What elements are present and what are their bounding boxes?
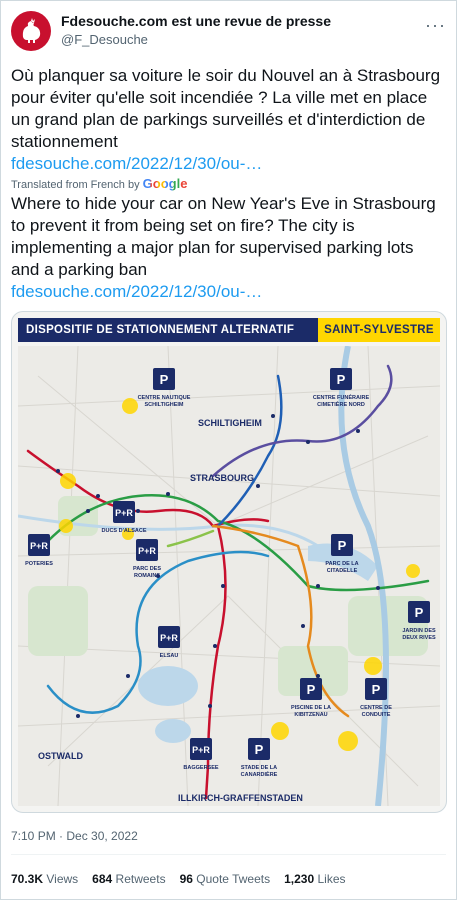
likes-label: Likes (317, 872, 346, 886)
parking-label2-8: KIBITZENAU (294, 712, 328, 718)
parking-mark-10: P+R (192, 745, 210, 755)
parking-label2-5: CITADELLE (326, 568, 358, 574)
tweet-text-translated (11, 193, 443, 303)
parking-label1-9: CENTRE DE (360, 705, 392, 711)
parking-mark-6: P (414, 605, 424, 620)
parking-mark-8: P (306, 682, 316, 697)
parking-label1-6: JARDIN DES (402, 628, 436, 634)
parking-label2-9: CONDUITE (361, 712, 391, 718)
parking-label1-0: CENTRE NAUTIQUE (137, 395, 191, 401)
parking-label1-10: BAGGERSEE (183, 765, 219, 771)
translator-brand: Google (142, 176, 188, 191)
parking-marker[interactable] (158, 626, 180, 659)
tweet-header (11, 11, 446, 59)
likes-count: 1,230 (284, 872, 315, 886)
views-count: 70.3K (11, 872, 44, 886)
tweet-text-fr: Où planquer sa voiture le soir du Nouvel an à Strasbourg pour éviter qu'elle soit incendiée ? La ville met en place un grand plan de parkings surveillés et d'interdiction de stationnement (11, 66, 441, 151)
tweet-link-fr[interactable]: fdesouche.com/2022/12/30/ou-… (11, 154, 263, 173)
parking-label2-4: ROMAINS (134, 573, 160, 579)
map-banner (18, 318, 440, 342)
area-label-3: ILLKIRCH-GRAFFENSTADEN (178, 793, 303, 803)
google-logo (143, 176, 188, 191)
views-stat[interactable] (11, 872, 78, 886)
area-label-2: OSTWALD (38, 751, 83, 761)
retweets-stat[interactable] (92, 872, 165, 886)
account-name[interactable]: Fdesouche.com est une revue de presse (61, 13, 331, 29)
map-title-event: SAINT-SYLVESTRE (318, 318, 440, 342)
quotes-stat[interactable] (180, 872, 271, 886)
parking-label1-11: STADE DE LA (240, 765, 278, 771)
parking-label1-8: PISCINE DE LA (290, 705, 332, 711)
parking-mark-4: P+R (138, 546, 156, 556)
retweets-count: 684 (92, 872, 113, 886)
parking-label1-5: PARC DE LA (325, 561, 359, 567)
parking-label1-4: PARC DES (132, 566, 162, 572)
map-title-main: DISPOSITIF DE STATIONNEMENT ALTERNATIF (18, 318, 318, 342)
parking-label1-1: CENTRE FUNÉRAIRE (312, 395, 370, 401)
tweet-timestamp[interactable]: 7:10 PM · Dec 30, 2022 (11, 829, 138, 843)
parking-label1-7: ELSAU (159, 653, 179, 659)
parking-label1-2: DUCS D'ALSACE (101, 528, 147, 534)
map-image[interactable] (11, 311, 447, 813)
rooster-logo-icon (17, 17, 45, 45)
tweet-stats (11, 872, 346, 886)
parking-mark-5: P (337, 538, 347, 553)
parking-label2-6: DEUX RIVES (402, 635, 436, 641)
tweet-link-en[interactable]: fdesouche.com/2022/12/30/ou-… (11, 282, 263, 301)
parking-mark-11: P (254, 742, 264, 757)
quotes-label: Quote Tweets (196, 872, 271, 886)
map-area (18, 346, 440, 806)
parking-marker[interactable] (133, 539, 161, 579)
parking-mark-1: P (336, 372, 346, 387)
parking-mark-0: P (159, 372, 169, 387)
divider (11, 854, 446, 855)
parking-mark-2: P+R (115, 508, 133, 518)
likes-stat[interactable] (284, 872, 345, 886)
parking-label2-0: SCHILTIGHEIM (144, 402, 184, 408)
quotes-count: 96 (179, 872, 193, 886)
views-label: Views (46, 872, 79, 886)
translated-label: Translated from French by (11, 179, 140, 191)
parking-mark-3: P+R (30, 541, 48, 551)
area-label-1: STRASBOURG (190, 473, 255, 483)
parking-mark-9: P (371, 682, 381, 697)
avatar[interactable] (11, 11, 51, 51)
tweet-text-original (11, 65, 443, 175)
parking-marker[interactable] (25, 534, 53, 567)
translation-notice (11, 176, 187, 191)
parking-mark-7: P+R (160, 633, 178, 643)
retweets-label: Retweets (115, 872, 166, 886)
parking-label1-3: POTERIES (25, 561, 53, 567)
map-svg (18, 346, 440, 806)
area-label-0: SCHILTIGHEIM (198, 418, 262, 428)
more-options-icon[interactable]: ··· (425, 15, 446, 35)
account-handle[interactable]: @F_Desouche (61, 32, 148, 47)
parking-label2-1: CIMETIÈRE NORD (317, 402, 365, 408)
parking-label2-11: CANARDIÈRE (240, 772, 278, 778)
tweet-text-en: Where to hide your car on New Year's Eve in Strasbourg to prevent it from being set on fire? The city is implementing a major plan for supervised parking lots and a parking ban (11, 194, 436, 279)
